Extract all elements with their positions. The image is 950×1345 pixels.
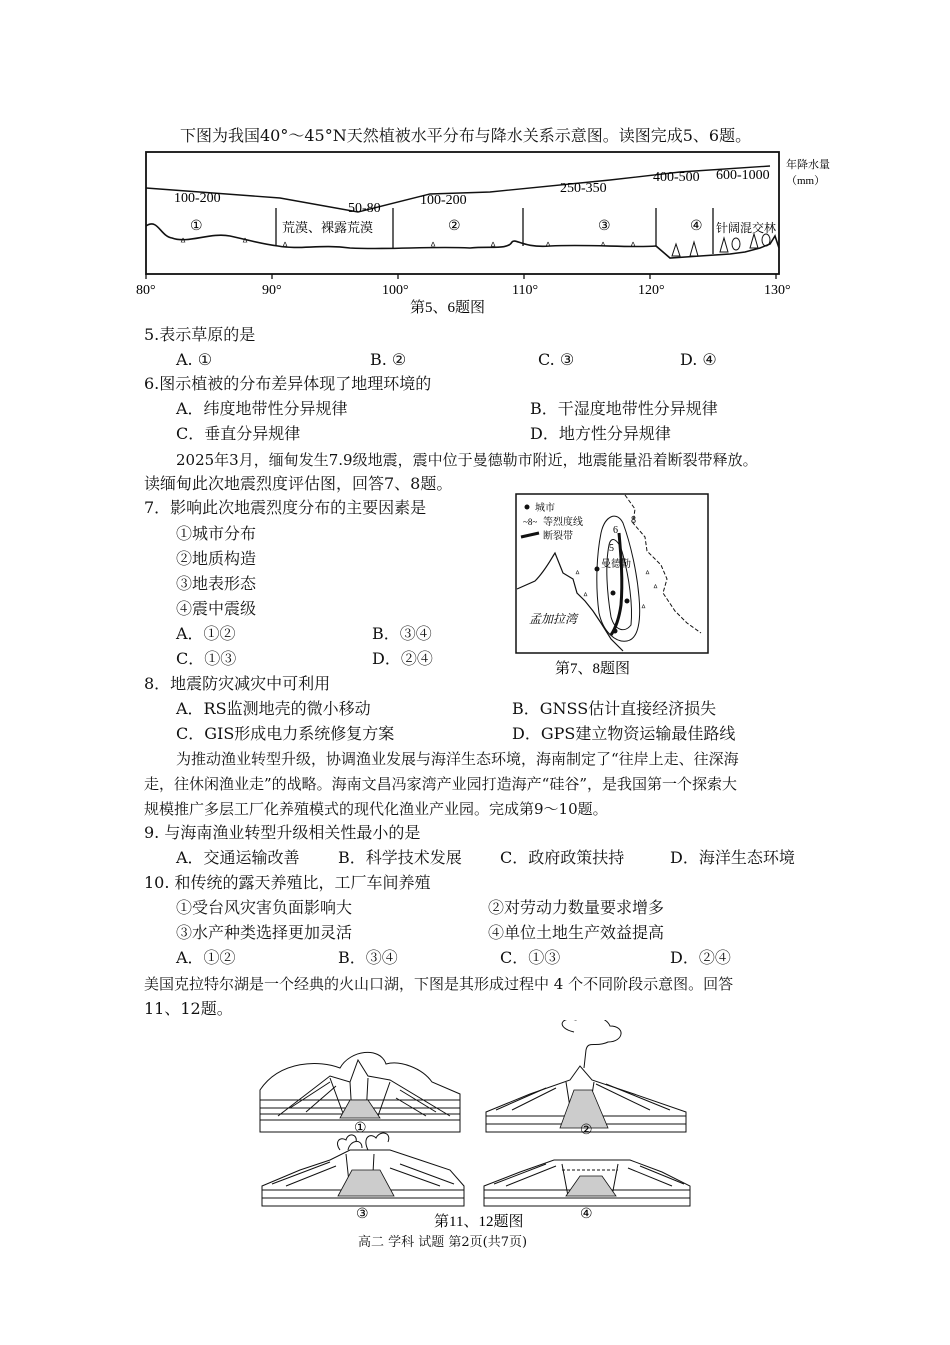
isoline-label: 6 (613, 525, 618, 536)
intro-7-8-line: 读缅甸此次地震烈度评估图，回答7、8题。 (144, 474, 453, 493)
isoline-label: 5 (609, 543, 614, 554)
q9-option-d: D．海洋生态环境 (670, 848, 795, 867)
svg-text:ᐞ: ᐞ (645, 569, 650, 579)
q10-stem: 10. 和传统的露天养殖比，工厂车间养殖 (144, 873, 431, 892)
stage-label: ① (354, 1121, 367, 1136)
q8-option-a: A．RS监测地壳的微小移动 (176, 699, 371, 718)
fig1-caption: 第5、6题图 (410, 300, 486, 316)
svg-text:ᐞ: ᐞ (180, 237, 186, 249)
intro-9-10-line: 走，往休闲渔业走”的战略。海南文昌冯家湾产业园打造海产“硅谷”，是我国第一个探索大 (144, 775, 738, 793)
intro-9-10-line: 规模推广多层工厂化养殖模式的现代化渔业产业园。完成第9～10题。 (144, 800, 608, 818)
q8-stem: 8．地震防灾减灾中可利用 (144, 674, 331, 693)
svg-text:ᐞ: ᐞ (575, 569, 580, 579)
svg-text:ᐞ: ᐞ (653, 583, 658, 593)
svg-text:ᐞ: ᐞ (490, 241, 496, 253)
q5-option-c: C. ③ (538, 350, 575, 369)
precip-label: 50-80 (348, 201, 381, 216)
myanmar-intensity-map (515, 493, 711, 678)
svg-text:ᐞ: ᐞ (630, 241, 636, 253)
axis-tick: 100° (382, 283, 409, 298)
intro-11-12-line: 11、12题。 (144, 999, 233, 1018)
precip-label: 100-200 (420, 193, 467, 208)
q10-item: ①受台风灾害负面影响大 (176, 898, 353, 917)
q5-option-d: D. ④ (680, 350, 717, 369)
q9-option-c: C．政府政策扶持 (500, 848, 625, 867)
zone-label: 荒漠、裸露荒漠 (282, 220, 374, 235)
q5-option-b: B. ② (370, 350, 407, 369)
q5-stem: 5.表示草原的是 (144, 325, 256, 344)
q6-option-c: C．垂直分异规律 (176, 424, 301, 443)
q9-option-b: B．科学技术发展 (338, 848, 462, 867)
svg-text:~8~: ~8~ (523, 517, 538, 527)
q7-stem: 7．影响此次地震烈度分布的主要因素是 (144, 498, 427, 517)
precip-label: 100-200 (174, 191, 221, 206)
q7-item: ④震中震级 (176, 599, 257, 618)
intro-7-8-line: 2025年3月，缅甸发生7.9级地震，震中位于曼德勒市附近，地震能量沿着断裂带释放。 (176, 451, 758, 469)
precip-label: 250-350 (560, 181, 607, 196)
q8-option-d: D．GPS建立物资运输最佳路线 (512, 724, 736, 743)
legend-city: 城市 (535, 503, 555, 514)
stage-label: ④ (580, 1207, 593, 1222)
stage-label: ③ (356, 1207, 369, 1222)
q7-option-a: A．①② (176, 624, 236, 643)
precip-label: 400-500 (653, 170, 700, 185)
q9-option-a: A．交通运输改善 (176, 848, 300, 867)
axis-tick: 110° (512, 283, 539, 298)
q7-option-b: B．③④ (372, 624, 432, 643)
svg-text:ᐞ: ᐞ (430, 241, 436, 253)
q7-option-c: C．①③ (176, 649, 237, 668)
q6-option-d: D．地方性分异规律 (530, 424, 671, 443)
legend-fault: 断裂带 (543, 531, 573, 542)
crater-lake-stages-figure (250, 1020, 700, 1232)
svg-text:ᐞ: ᐞ (583, 591, 588, 601)
q6-option-b: B．干湿度地带性分异规律 (530, 399, 718, 418)
zone-label: ① (190, 219, 203, 234)
svg-text:ᐞ: ᐞ (545, 241, 551, 253)
zone-label: ③ (598, 219, 611, 234)
svg-text:ᐞ: ᐞ (282, 241, 288, 253)
q7-item: ②地质构造 (176, 549, 257, 568)
q6-option-a: A．纬度地带性分异规律 (176, 399, 348, 418)
axis-tick: 90° (262, 283, 282, 298)
legend-title: 年降水量 (786, 159, 830, 171)
zone-label: 针阔混交林 (716, 221, 777, 235)
q9-stem: 9. 与海南渔业转型升级相关性最小的是 (144, 823, 421, 842)
zone-label: ② (448, 219, 461, 234)
fig3-caption: 第11、12题图 (434, 1214, 524, 1230)
city-label: 曼德勒 (601, 559, 631, 570)
q10-item: ④单位土地生产效益提高 (488, 923, 665, 942)
stage-label: ② (580, 1123, 593, 1138)
q7-item: ①城市分布 (176, 524, 257, 543)
precip-label: 600-1000 (716, 168, 770, 183)
q8-option-b: B．GNSS估计直接经济损失 (512, 699, 717, 718)
q10-item: ②对劳动力数量要求增多 (488, 898, 665, 917)
isoline-label: 8 (631, 515, 636, 526)
q10-option-d: D．②④ (670, 948, 731, 967)
q7-item: ③地表形态 (176, 574, 257, 593)
intro-5-6: 下图为我国40°～45°N天然植被水平分布与降水关系示意图。读图完成5、6题。 (180, 126, 752, 145)
intro-9-10-line: 为推动渔业转型升级，协调渔业发展与海洋生态环境，海南制定了“往岸上走、往深海 (176, 750, 739, 768)
axis-tick: 80° (136, 283, 156, 298)
axis-tick: 130° (764, 283, 791, 298)
page-footer: 高二 学科 试题 第2页(共7页) (358, 1235, 528, 1250)
vegetation-precip-figure (130, 148, 850, 318)
q10-option-a: A．①② (176, 948, 236, 967)
q5-option-a: A. ① (176, 350, 213, 369)
q10-item: ③水产种类选择更加灵活 (176, 923, 353, 942)
svg-text:ᐞ: ᐞ (600, 241, 606, 253)
q7-option-d: D．②④ (372, 649, 433, 668)
q10-option-c: C．①③ (500, 948, 561, 967)
axis-tick: 120° (638, 283, 665, 298)
q6-stem: 6.图示植被的分布差异体现了地理环境的 (144, 374, 432, 393)
svg-text:ᐞ: ᐞ (641, 603, 646, 613)
fig2-caption: 第7、8题图 (555, 661, 631, 677)
svg-text:ᐞ: ᐞ (242, 237, 248, 249)
intro-11-12-line: 美国克拉特尔湖是一个经典的火山口湖，下图是其形成过程中 4 个不同阶段示意图。回答 (144, 975, 734, 993)
zone-label: ④ (690, 219, 703, 234)
legend-unit: （mm） (786, 175, 826, 187)
q8-option-c: C．GIS形成电力系统修复方案 (176, 724, 395, 743)
q10-option-b: B．③④ (338, 948, 398, 967)
legend-isoline: 等烈度线 (543, 517, 583, 528)
bay-label: 孟加拉湾 (529, 612, 578, 626)
